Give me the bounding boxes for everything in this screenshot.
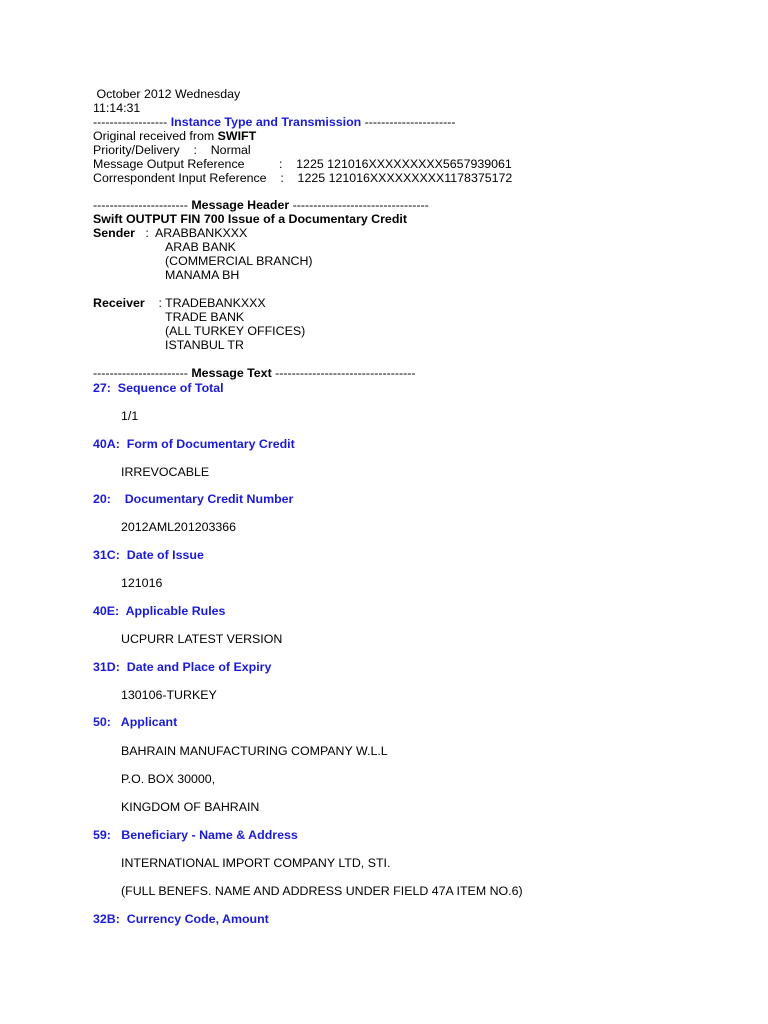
section-dashes: ---------------------- xyxy=(361,115,456,129)
section-dashes: ----------------------- xyxy=(93,366,192,380)
receiver-line xyxy=(93,296,266,310)
receiver-label: Receiver xyxy=(93,296,145,310)
field-32b-label: 32B: Currency Code, Amount xyxy=(93,912,269,926)
date-line: October 2012 Wednesday xyxy=(93,87,241,101)
section-title: Message Header xyxy=(191,198,290,212)
field-27-label: 27: Sequence of Total xyxy=(93,381,224,395)
field-59-value: (FULL BENEFS. NAME AND ADDRESS UNDER FIELD 47A ITEM NO.6) xyxy=(121,884,523,898)
message-text-section xyxy=(93,366,415,380)
transmission-section-header xyxy=(93,115,455,129)
sender-address-line: MANAMA BH xyxy=(165,268,240,282)
section-title: Message Text xyxy=(191,366,272,380)
section-dashes: ------------------ xyxy=(93,115,171,129)
section-dashes: --------------------------------- xyxy=(289,198,429,212)
field-40e-label: 40E: Applicable Rules xyxy=(93,604,226,618)
field-40a-value: IRREVOCABLE xyxy=(121,465,210,479)
field-40a-label: 40A: Form of Documentary Credit xyxy=(93,437,295,451)
field-50-value: P.O. BOX 30000, xyxy=(121,772,216,786)
sender-address-line: (COMMERCIAL BRANCH) xyxy=(165,254,313,268)
correspondent-input-reference: Correspondent Input Reference : 1225 121016XXXXXXXXX1178375172 xyxy=(93,171,513,185)
field-27-value: 1/1 xyxy=(121,409,139,423)
original-received-prefix: Original received from xyxy=(93,129,218,143)
field-31d-label: 31D: Date and Place of Expiry xyxy=(93,660,272,674)
message-header-section xyxy=(93,198,429,212)
field-50-value: BAHRAIN MANUFACTURING COMPANY W.L.L xyxy=(121,744,388,758)
receiver-value: : TRADEBANKXXX xyxy=(144,296,266,310)
sender-label: Sender xyxy=(93,226,136,240)
field-50-label: 50: Applicant xyxy=(93,715,178,729)
sender-line xyxy=(93,226,247,240)
receiver-address-line: ISTANBUL TR xyxy=(165,338,244,352)
sender-value: : ARABBANKXXX xyxy=(135,226,248,240)
message-output-reference: Message Output Reference : 1225 121016XXXXXXXXX5657939061 xyxy=(93,157,512,171)
section-dashes: ----------------------- xyxy=(93,198,192,212)
field-40e-value: UCPURR LATEST VERSION xyxy=(121,632,283,646)
field-50-value: KINGDOM OF BAHRAIN xyxy=(121,800,260,814)
original-received-line xyxy=(93,129,256,143)
field-31c-label: 31C: Date of Issue xyxy=(93,548,204,562)
field-59-value: INTERNATIONAL IMPORT COMPANY LTD, STI. xyxy=(121,856,391,870)
field-59-label: 59: Beneficiary - Name & Address xyxy=(93,828,298,842)
priority-line: Priority/Delivery : Normal xyxy=(93,143,251,157)
field-20-label: 20: Documentary Credit Number xyxy=(93,492,294,506)
swift-title: Swift OUTPUT FIN 700 Issue of a Documentary Credit xyxy=(93,212,407,226)
time-line: 11:14:31 xyxy=(93,101,141,115)
receiver-address-line: TRADE BANK xyxy=(165,310,245,324)
field-31d-value: 130106-TURKEY xyxy=(121,688,217,702)
field-20-value: 2012AML201203366 xyxy=(121,520,237,534)
section-dashes: ---------------------------------- xyxy=(271,366,416,380)
field-31c-value: 121016 xyxy=(121,576,163,590)
original-received-value: SWIFT xyxy=(217,129,257,143)
section-title: Instance Type and Transmission xyxy=(170,115,362,129)
sender-address-line: ARAB BANK xyxy=(165,240,236,254)
receiver-address-line: (ALL TURKEY OFFICES) xyxy=(165,324,306,338)
